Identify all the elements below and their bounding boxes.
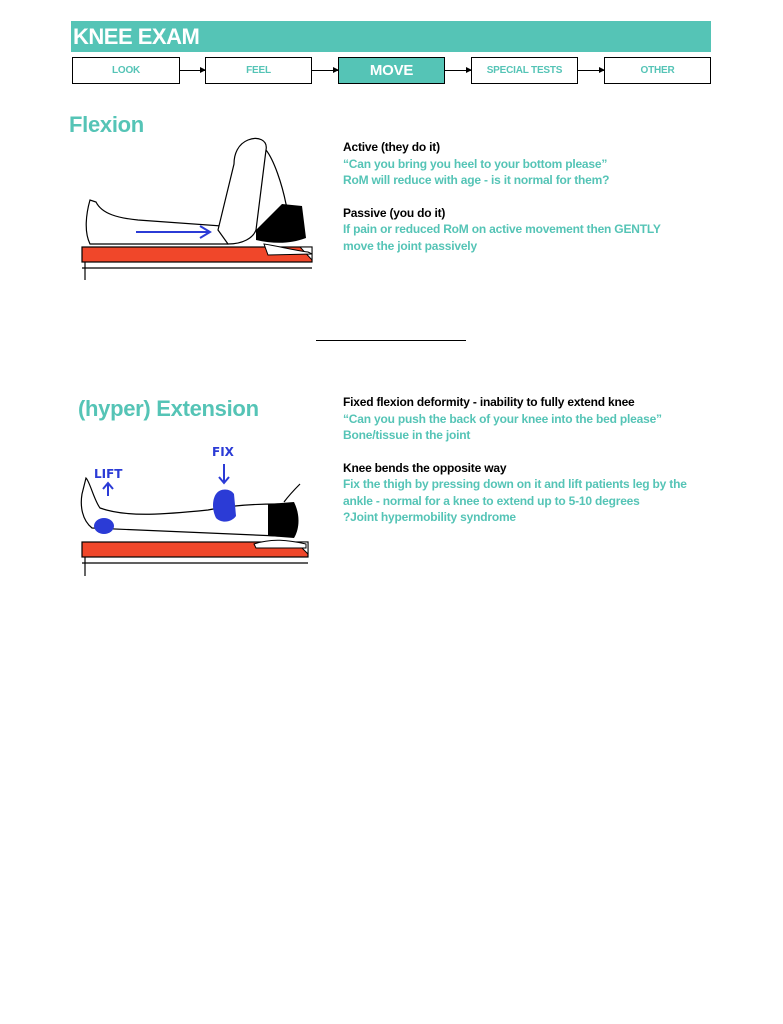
ffd-note: Bone/tissue in the joint — [343, 428, 471, 442]
nav-arrow — [578, 70, 604, 71]
active-quote: “Can you bring you heel to your bottom please” — [343, 156, 608, 171]
passive-line-2: move the joint passively — [343, 238, 477, 253]
extension-title: (hyper) Extension — [78, 396, 259, 421]
hyper-line-3: ?Joint hypermobility syndrome — [343, 510, 516, 524]
hyper-line-1: Fix the thigh by pressing down on it and lift patients leg by the — [343, 477, 687, 491]
nav-step-look[interactable]: LOOK — [72, 57, 180, 84]
extension-illustration — [78, 440, 318, 576]
nav-step-special-tests[interactable]: SPECIAL TESTS — [471, 57, 578, 84]
nav-step-feel[interactable]: FEEL — [205, 57, 312, 84]
ffd-quote: “Can you push the back of your knee into the bed please” — [343, 411, 662, 426]
lift-label: LIFT — [94, 467, 123, 481]
hyper-line-2: ankle - normal for a knee to extend up to 5-10 degrees — [343, 493, 640, 508]
active-note: RoM will reduce with age - is it normal for them? — [343, 173, 610, 187]
flexion-illustration — [78, 134, 318, 280]
hyper-heading: Knee bends the opposite way — [343, 460, 507, 475]
flexion-title: Flexion — [69, 112, 144, 137]
nav-arrow — [445, 70, 471, 71]
nav-step-other[interactable]: OTHER — [604, 57, 711, 84]
passive-heading: Passive (you do it) — [343, 205, 446, 220]
section-divider — [316, 340, 466, 341]
ffd-heading: Fixed flexion deformity - inability to fully extend knee — [343, 395, 635, 409]
flexion-text — [343, 139, 713, 254]
nav-step-move[interactable]: MOVE — [338, 57, 445, 84]
nav-arrow — [312, 70, 338, 71]
page-title-banner — [71, 21, 711, 52]
extension-text — [343, 394, 713, 526]
fix-label: FIX — [212, 445, 234, 459]
page-title: KNEE EXAM — [73, 24, 200, 49]
active-heading: Active (they do it) — [343, 140, 440, 154]
passive-line-1: If pain or reduced RoM on active movement then GENTLY — [343, 222, 661, 236]
nav-arrow — [180, 70, 205, 71]
